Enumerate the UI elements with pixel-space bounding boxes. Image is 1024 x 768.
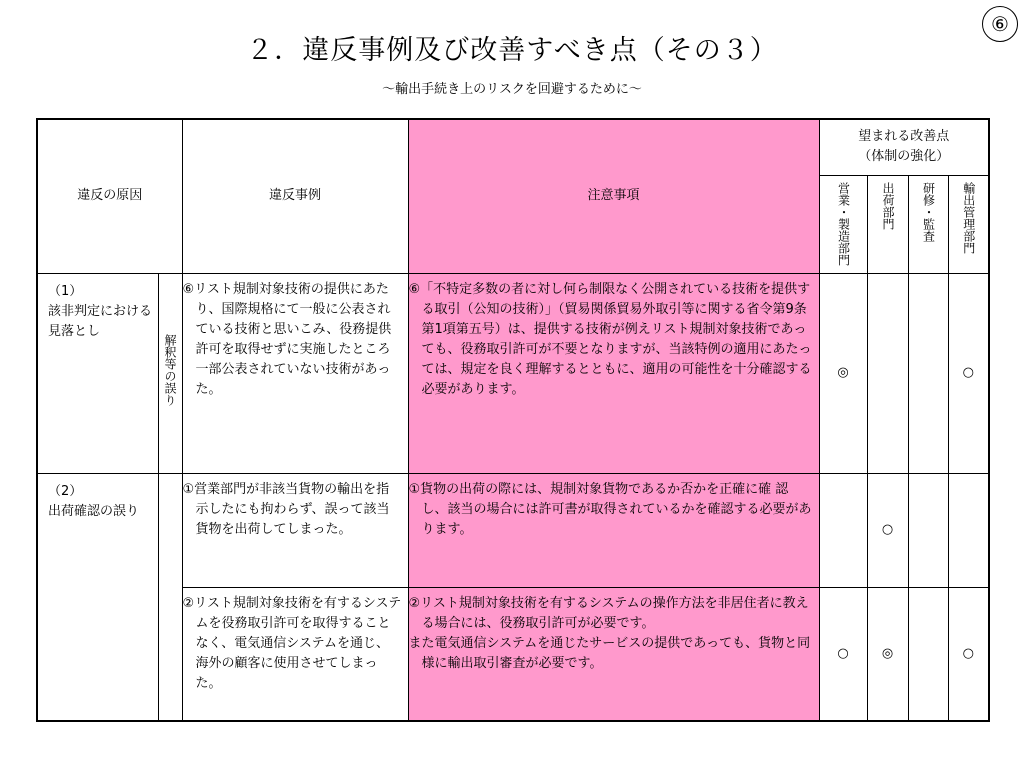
mark-sales: ○	[819, 587, 867, 721]
table-row	[37, 473, 989, 587]
mark-sales: ◎	[819, 273, 867, 473]
mark-training	[908, 273, 948, 473]
mark-export: ○	[948, 273, 989, 473]
note-cell	[408, 473, 819, 587]
violation-table	[36, 118, 990, 722]
header-dept-shipping: 出荷部門	[867, 175, 908, 273]
cause-text: 該非判定における見落とし	[48, 303, 153, 339]
improvement-title: 望まれる改善点	[858, 129, 950, 145]
mark-shipping	[867, 273, 908, 473]
case-text: ②リスト規制対象技術を有するシステムを役務取引許可を取得することなく、電気通信システムを通じ、海外の顧客に使用させてしまった。	[182, 595, 402, 691]
header-notes: 注意事項	[408, 119, 819, 273]
cause-number: （1）	[48, 283, 83, 299]
mark-shipping: ○	[867, 473, 908, 587]
note-text: ①貨物の出荷の際には、規制対象貨物であるか否かを正確に確 認し、該当の場合には許可書が取得されているかを確認する必要があります。	[408, 481, 812, 537]
note-cell	[408, 587, 819, 721]
case-text: ①営業部門が非該当貨物の輸出を指示したにも拘わらず、誤って該当貨物を出荷してしまった。	[182, 481, 390, 537]
mark-shipping: ◎	[867, 587, 908, 721]
case-cell	[182, 473, 408, 587]
mark-training	[908, 587, 948, 721]
mark-training	[908, 473, 948, 587]
case-cell	[182, 587, 408, 721]
header-cause: 違反の原因	[37, 119, 182, 273]
cause-text: 出荷確認の誤り	[48, 503, 140, 519]
mark-export	[948, 473, 989, 587]
case-text: ⑥リスト規制対象技術の提供にあたり、国際規格にて一般に公表されている技術と思いこみ、役務提供許可を取得せずに実施したところ一部公表されていない技術があった。	[182, 281, 392, 397]
header-improvement	[819, 119, 989, 175]
header-dept-export: 輸出管理部門	[948, 175, 989, 273]
note-text: また電気通信システムを通じたサービスの提供であっても、貨物と同様に輸出取引審査が必要です。	[408, 635, 811, 671]
cause-cell	[37, 473, 158, 721]
cause-number: （2）	[48, 483, 83, 499]
note-text: ②リスト規制対象技術を有するシステムの操作方法を非居住者に教える場合には、役務取引許可が必要です。	[408, 595, 809, 631]
sub-cause-cell	[158, 473, 182, 721]
case-cell	[182, 273, 408, 473]
improvement-subtitle: （体制の強化）	[858, 149, 950, 165]
mark-sales	[819, 473, 867, 587]
note-text: ⑥「不特定多数の者に対し何ら制限なく公開されている技術を提供する取引（公知の技術）」（貿易関係貿易外取引等に関する省令第9条第1項第五号）は、提供する技術が例えリスト規制対象技術であっても、役務取引許可が不要となりますが、当該特例の適用にあたっては、規定を良く理解するとともに、適用の可能性を十分確認する必要があります。	[408, 281, 812, 397]
header-dept-training: 研修・監査	[908, 175, 948, 273]
header-dept-sales: 営業・製造部門	[819, 175, 867, 273]
table-row	[37, 273, 989, 473]
mark-export: ○	[948, 587, 989, 721]
cause-cell	[37, 273, 158, 473]
header-case: 違反事例	[182, 119, 408, 273]
sub-cause-cell: 解釈等の誤り	[158, 273, 182, 473]
page-title: ２．違反事例及び改善すべき点（その３）	[246, 35, 778, 66]
note-cell	[408, 273, 819, 473]
page-number: ⑥	[982, 6, 1018, 42]
page-subtitle: ～輸出手続き上のリスクを回避するために～	[382, 82, 642, 97]
